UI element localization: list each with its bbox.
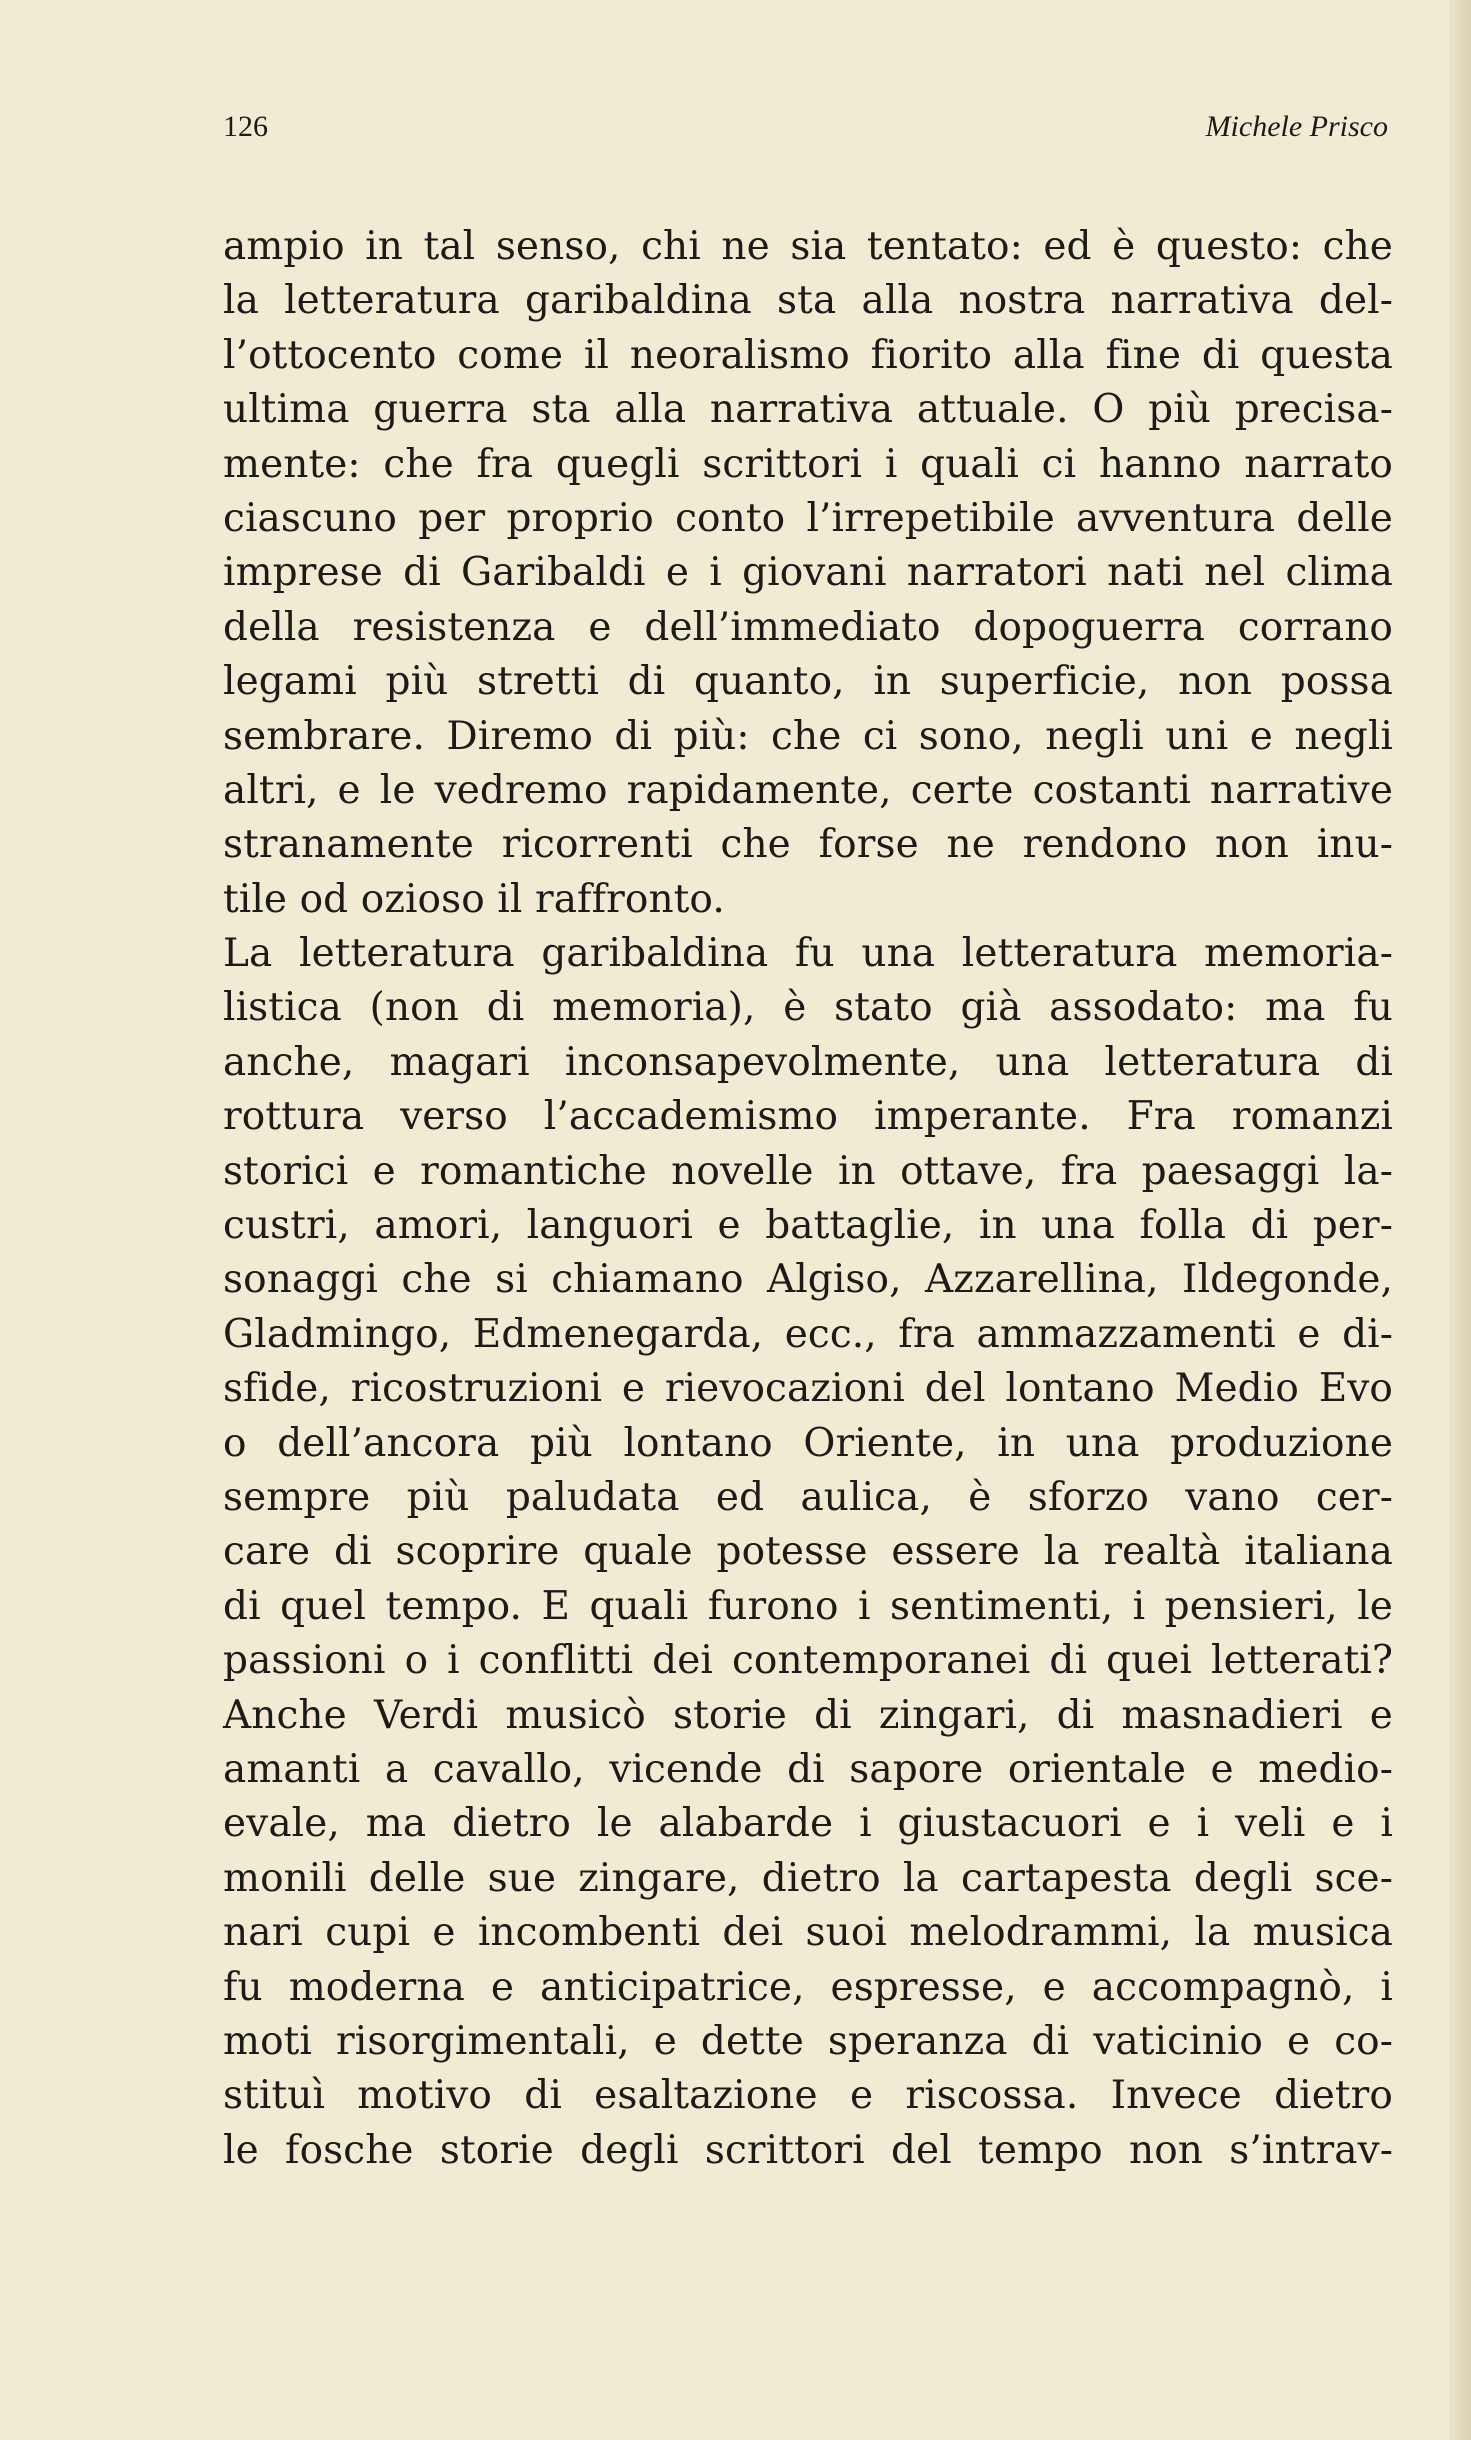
text-line: legami più stretti di quanto, in superficie, non possa <box>223 659 1393 705</box>
text-line: sfide, ricostruzioni e rievocazioni del lontano Medio Evo <box>223 1366 1393 1412</box>
text-line: l’ottocento come il neoralismo fiorito alla fine di questa <box>223 332 1393 378</box>
text-line: ampio in tal senso, chi ne sia tentato: ed è questo: che <box>223 224 1393 269</box>
text-line: ciascuno per proprio conto l’irrepetibile avventura delle <box>223 495 1393 541</box>
text-line: amanti a cavallo, vicende di sapore orientale e medio- <box>223 1746 1393 1792</box>
text-line: Gladmingo, Edmenegarda, ecc., fra ammazzamenti e di- <box>223 1311 1393 1357</box>
text-line: della resistenza e dell’immediato dopoguerra corrano <box>223 604 1393 650</box>
page-edge-shadow <box>1449 0 1471 2440</box>
text-line: custri, amori, languori e battaglie, in una folla di per- <box>223 1203 1393 1249</box>
running-head <box>223 110 1388 152</box>
text-line: Anche Verdi musicò storie di zingari, di masnadieri e <box>223 1692 1393 1738</box>
text-line: o dell’ancora più lontano Oriente, in una produzione <box>223 1420 1393 1466</box>
text-line: listica (non di memoria), è stato già assodato: ma fu <box>223 985 1393 1031</box>
text-line: di quel tempo. E quali furono i sentimenti, i pensieri, le <box>223 1583 1393 1629</box>
text-line: anche, magari inconsapevolmente, una letteratura di <box>223 1039 1393 1085</box>
text-line: ultima guerra sta alla narrativa attuale. O più precisa- <box>223 387 1393 433</box>
text-line: passioni o i conflitti dei contemporanei di quei letterati? <box>223 1638 1393 1684</box>
text-line: stranamente ricorrenti che forse ne rendono non inu- <box>223 822 1393 868</box>
text-line: imprese di Garibaldi e i giovani narratori nati nel clima <box>223 550 1393 596</box>
text-line: moti risorgimentali, e dette speranza di vaticinio e co- <box>223 2018 1393 2064</box>
text-line: la letteratura garibaldina sta alla nostra narrativa del- <box>223 278 1393 324</box>
running-head-author: Michele Prisco <box>1205 110 1388 143</box>
page-number: 126 <box>223 110 268 143</box>
text-line: altri, e le vedremo rapidamente, certe costanti narrative <box>223 767 1393 813</box>
text-line: care di scoprire quale potesse essere la realtà italiana <box>223 1529 1393 1575</box>
body-text <box>223 220 1393 2178</box>
text-line: sembrare. Diremo di più: che ci sono, negli uni e negli <box>223 713 1393 759</box>
text-line: sonaggi che si chiamano Algiso, Azzarellina, Ildegonde, <box>223 1257 1393 1303</box>
text-line: stituì motivo di esaltazione e riscossa. Invece dietro <box>223 2073 1393 2119</box>
text-line: sempre più paludata ed aulica, è sforzo vano cer- <box>223 1474 1393 1520</box>
text-line: nari cupi e incombenti dei suoi melodrammi, la musica <box>223 1910 1393 1956</box>
text-line: monili delle sue zingare, dietro la cartapesta degli sce- <box>223 1855 1393 1901</box>
text-line: fu moderna e anticipatrice, espresse, e accompagnò, i <box>223 1964 1393 2010</box>
text-line: rottura verso l’accademismo imperante. Fra romanzi <box>223 1094 1393 1140</box>
paragraph-start-line: La letteratura garibaldina fu una letteratura memoria- <box>223 931 1393 977</box>
text-line: evale, ma dietro le alabarde i giustacuori e i veli e i <box>223 1801 1393 1847</box>
text-line: storici e romantiche novelle in ottave, fra paesaggi la- <box>223 1148 1393 1194</box>
text-line: mente: che fra quegli scrittori i quali ci hanno narrato <box>223 441 1393 487</box>
paragraph-end-line: tile od ozioso il raffronto. <box>223 876 725 922</box>
text-line: le fosche storie degli scrittori del tempo non s’intrav- <box>223 2127 1393 2173</box>
